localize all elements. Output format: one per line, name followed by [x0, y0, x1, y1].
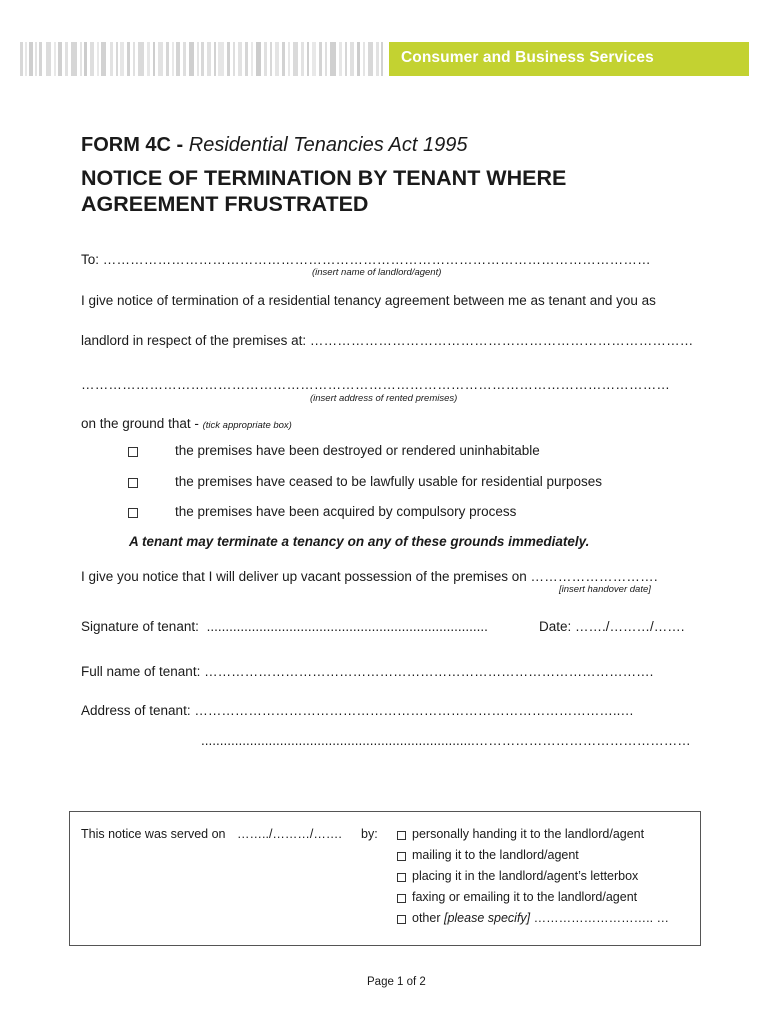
logo-stripe — [245, 42, 248, 76]
logo-stripe — [301, 42, 304, 76]
handover-hint: [insert handover date] — [559, 584, 651, 595]
logo-stripe — [97, 42, 99, 76]
logo-stripe — [207, 42, 211, 76]
premises-address-field[interactable]: ………………………………………………………………………… — [309, 333, 694, 348]
address-hint: (insert address of rented premises) — [310, 393, 458, 404]
logo-stripe — [20, 42, 23, 76]
to-hint: (insert name of landlord/agent) — [312, 267, 442, 278]
logo-stripe — [233, 42, 235, 76]
logo-stripe — [197, 42, 199, 76]
logo-stripe — [127, 42, 130, 76]
logo-stripe — [46, 42, 51, 76]
logo-stripe — [80, 42, 82, 76]
ground-unlawful-checkbox[interactable] — [128, 478, 138, 488]
logo-stripe — [71, 42, 77, 76]
logo-stripe — [201, 42, 204, 76]
logo-stripe — [381, 42, 383, 76]
notice-line1: I give notice of termination of a residential tenancy agreement between me as tenant and you as — [81, 293, 656, 308]
logo-stripe — [58, 42, 62, 76]
tenant-address-field-2[interactable]: .........................................................................………………………………………… — [201, 733, 691, 748]
tenant-address-line — [81, 703, 634, 718]
logo-stripe — [158, 42, 163, 76]
form-number: FORM 4C - — [81, 134, 184, 156]
date-line — [539, 619, 685, 634]
grounds-emphasis: A tenant may terminate a tenancy on any of these grounds immediately. — [129, 534, 590, 549]
logo-stripe — [339, 42, 342, 76]
to-label: To: — [81, 252, 100, 267]
logo-stripe — [312, 42, 316, 76]
logo-stripe — [39, 42, 42, 76]
ground-option-unlawful: the premises have ceased to be lawfully usable for residential purposes — [175, 474, 602, 489]
served-option-fax: faxing or emailing it to the landlord/agent — [412, 890, 638, 904]
logo-stripe — [264, 42, 267, 76]
tenant-address-label: Address of tenant: — [81, 703, 191, 718]
ground-line — [81, 416, 292, 431]
to-line — [81, 252, 651, 267]
logo-stripe — [227, 42, 230, 76]
served-option-mail: mailing it to the landlord/agent — [412, 848, 579, 862]
premises-address-field-2[interactable]: ………………………………………………………………………………………………………………… — [81, 377, 671, 392]
logo-stripe — [120, 42, 124, 76]
logo-stripe — [282, 42, 285, 76]
date-label: Date: — [539, 619, 572, 634]
served-mail-checkbox[interactable] — [397, 852, 406, 861]
logo-stripe — [363, 42, 365, 76]
page-number: Page 1 of 2 — [367, 976, 426, 988]
premises-label: landlord in respect of the premises at: — [81, 333, 307, 348]
logo-stripe — [189, 42, 194, 76]
served-personal-checkbox[interactable] — [397, 831, 406, 840]
possession-line — [81, 569, 658, 584]
logo-stripe — [350, 42, 354, 76]
logo-stripe — [330, 42, 336, 76]
agency-banner — [389, 42, 749, 76]
logo-stripe — [319, 42, 322, 76]
served-other-checkbox[interactable] — [397, 915, 406, 924]
logo-stripe — [65, 42, 68, 76]
served-label: This notice was served on — [81, 827, 226, 841]
logo-stripe — [84, 42, 87, 76]
ground-destroyed-checkbox[interactable] — [128, 447, 138, 457]
served-option-letterbox: placing it in the landlord/agent’s letterbox — [412, 869, 639, 883]
served-option-other — [412, 911, 669, 925]
logo-stripe — [29, 42, 33, 76]
logo-stripe — [251, 42, 253, 76]
served-other-field[interactable]: ……………………….. … — [533, 911, 670, 925]
signature-label: Signature of tenant: — [81, 619, 199, 634]
ground-acquired-checkbox[interactable] — [128, 508, 138, 518]
notice-title-line2: AGREEMENT FRUSTRATED — [81, 192, 369, 216]
logo-stripe — [183, 42, 186, 76]
logo-stripe — [110, 42, 113, 76]
date-field[interactable]: ……./………/……. — [575, 619, 685, 634]
logo-stripe — [166, 42, 169, 76]
logo-stripe — [176, 42, 180, 76]
handover-date-field[interactable]: ………………………. — [530, 569, 658, 584]
notice-title-line1: NOTICE OF TERMINATION BY TENANT WHERE — [81, 166, 567, 190]
logo-stripe — [288, 42, 290, 76]
logo-stripe — [256, 42, 261, 76]
signature-field[interactable]: ........................................................................... — [206, 619, 488, 634]
served-letterbox-checkbox[interactable] — [397, 873, 406, 882]
logo-stripe — [138, 42, 144, 76]
to-name-field[interactable]: ………………………………………………………………………………………………………… — [102, 252, 651, 267]
logo-stripe — [357, 42, 360, 76]
act-name: Residential Tenancies Act 1995 — [188, 134, 468, 156]
tenant-address-field[interactable]: …………………………………………………………………………………..… — [194, 703, 634, 718]
logo-stripe — [368, 42, 373, 76]
logo-stripe — [270, 42, 272, 76]
logo-stripe — [214, 42, 216, 76]
logo-stripe — [54, 42, 56, 76]
logo-stripe — [101, 42, 106, 76]
logo-stripe — [238, 42, 242, 76]
logo-stripe — [172, 42, 174, 76]
form-title — [81, 134, 467, 157]
logo-stripe — [307, 42, 309, 76]
logo-stripe — [153, 42, 155, 76]
ground-option-acquired: the premises have been acquired by compulsory process — [175, 504, 517, 519]
logo-stripe — [35, 42, 37, 76]
agency-name: Consumer and Business Services — [401, 49, 654, 66]
logo-stripe — [116, 42, 118, 76]
signature-line — [81, 619, 488, 634]
possession-text: I give you notice that I will deliver up vacant possession of the premises on — [81, 569, 527, 584]
served-date-field[interactable]: ……../………/……. — [237, 827, 342, 841]
logo-stripe — [133, 42, 135, 76]
full-name-line — [81, 664, 653, 679]
logo-stripe — [293, 42, 298, 76]
ground-label: on the ground that - — [81, 416, 199, 431]
logo-stripe — [25, 42, 27, 76]
header-stripes-logo — [20, 42, 385, 76]
served-other-label: other — [412, 911, 441, 925]
served-by-label: by: — [361, 827, 378, 841]
logo-stripe — [325, 42, 327, 76]
logo-stripe — [218, 42, 224, 76]
logo-stripe — [275, 42, 279, 76]
full-name-field[interactable]: ………………………………………………………………………………………. — [204, 664, 654, 679]
notice-title — [81, 165, 566, 217]
logo-stripe — [345, 42, 347, 76]
served-other-hint: [please specify] — [443, 911, 531, 925]
logo-stripe — [147, 42, 150, 76]
ground-option-destroyed: the premises have been destroyed or rendered uninhabitable — [175, 443, 540, 458]
notice-line2 — [81, 333, 694, 348]
ground-hint: (tick appropriate box) — [202, 420, 292, 431]
served-option-personal: personally handing it to the landlord/agent — [412, 827, 645, 841]
logo-stripe — [376, 42, 379, 76]
logo-stripe — [90, 42, 94, 76]
full-name-label: Full name of tenant: — [81, 664, 201, 679]
served-fax-checkbox[interactable] — [397, 894, 406, 903]
